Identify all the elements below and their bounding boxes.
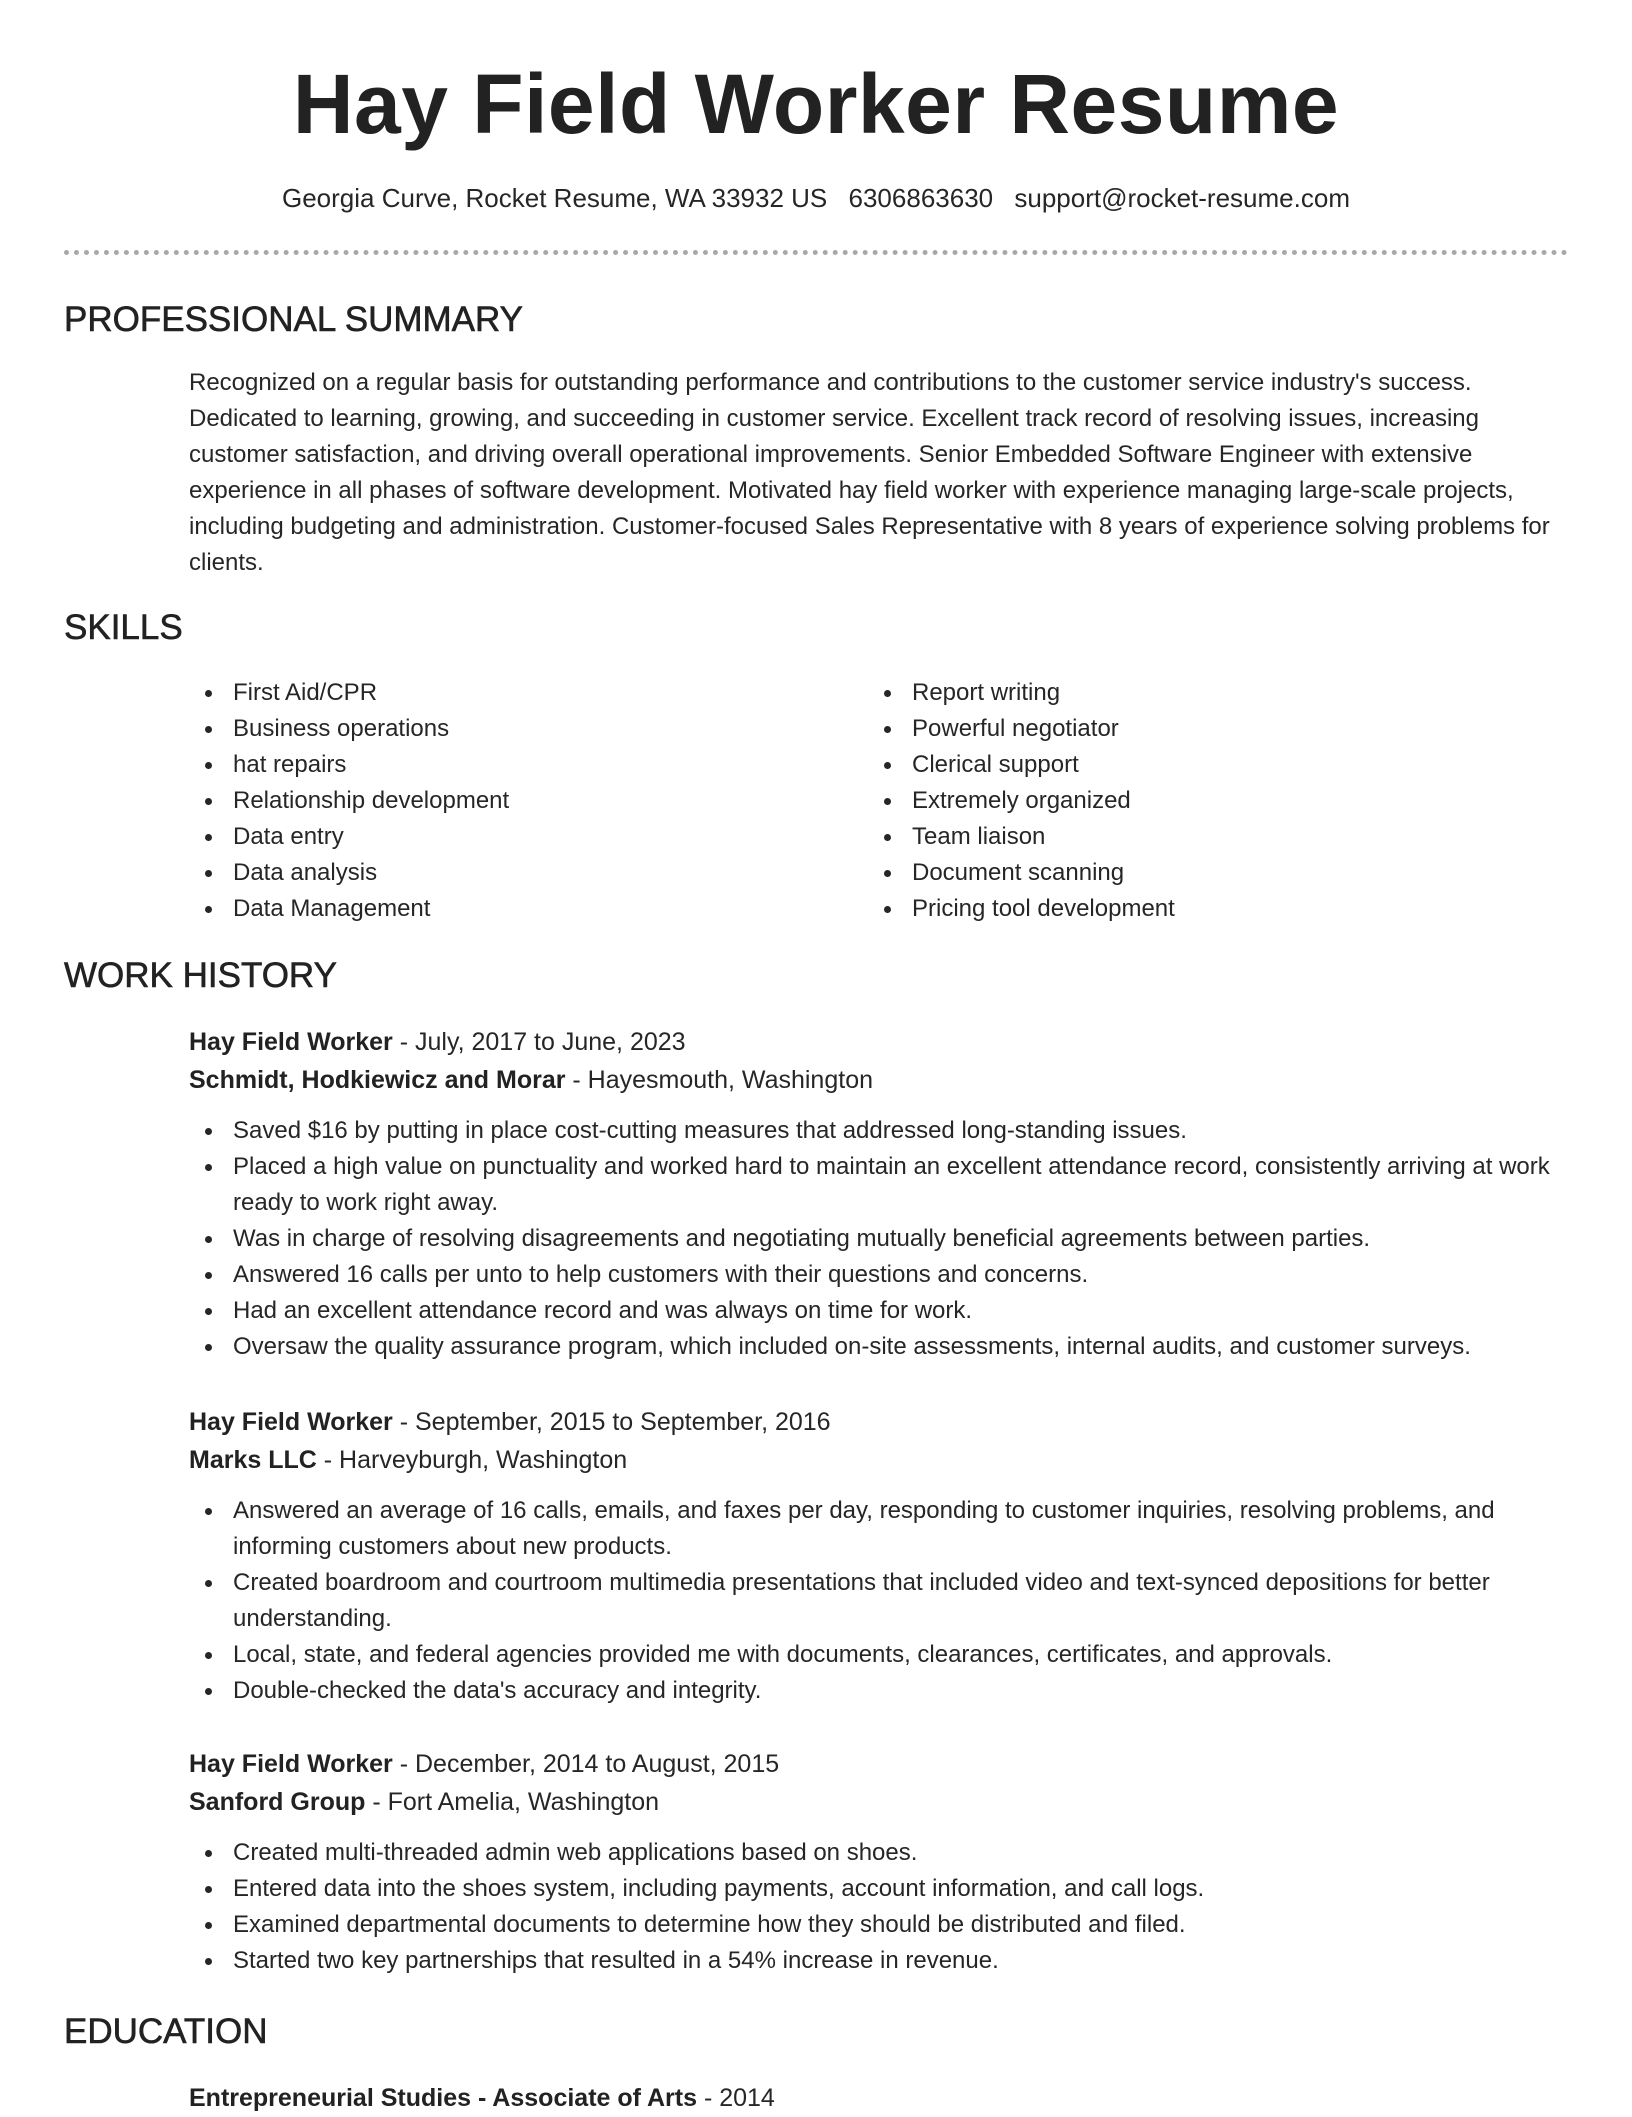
job-bullet: Answered an average of 16 calls, emails, and faxes per day, responding to customer inquiries, resolving problems, and informing customers about new products.: [189, 1493, 1568, 1565]
skill-item: Data entry: [189, 819, 809, 855]
job-location: - Fort Amelia, Washington: [365, 1788, 660, 1816]
job-role: Hay Field Worker: [189, 1408, 393, 1436]
job-bullet: Answered 16 calls per unto to help customers with their questions and concerns.: [189, 1257, 1568, 1293]
job-role: Hay Field Worker: [189, 1028, 393, 1056]
skill-item: Powerful negotiator: [868, 711, 1488, 747]
job-bullet: Created multi-threaded admin web applications based on shoes.: [189, 1835, 1568, 1871]
job-entry: [189, 1403, 1568, 1709]
job-dates: - September, 2015 to September, 2016: [392, 1408, 831, 1436]
job-bullet: Created boardroom and courtroom multimedia presentations that included video and text-synced depositions for better understanding.: [189, 1565, 1568, 1637]
job-title-line: [189, 1023, 1568, 1061]
job-bullet: Had an excellent attendance record and was always on time for work.: [189, 1293, 1568, 1329]
header-divider: [64, 250, 1568, 255]
summary-heading: PROFESSIONAL SUMMARY: [64, 300, 523, 339]
skill-item: Business operations: [189, 711, 809, 747]
skill-item: Extremely organized: [868, 783, 1488, 819]
job-bullet: Saved $16 by putting in place cost-cutting measures that addressed long-standing issues.: [189, 1113, 1568, 1149]
job-bullet: Placed a high value on punctuality and worked hard to maintain an excellent attendance record, consistently arriving at work ready to work right away.: [189, 1149, 1568, 1221]
job-dates: - December, 2014 to August, 2015: [392, 1750, 780, 1778]
education-entry: [189, 2079, 1568, 2117]
job-entry: [189, 1023, 1568, 1365]
skill-item: Clerical support: [868, 747, 1488, 783]
job-bullets: [189, 1493, 1568, 1709]
summary-text: Recognized on a regular basis for outstanding performance and contributions to the customer service industry's success. Dedicated to learning, growing, and succeeding in customer service. Excellent track record of resolving issues, increasing customer satisfaction, and driving overall operational improvements. Senior Embedded Software Engineer with extensive experience in all phases of software development. Motivated hay field worker with experience managing large-scale projects, including budgeting and administration. Customer-focused Sales Representative with 8 years of experience solving problems for clients.: [189, 369, 1550, 576]
work-history-heading: WORK HISTORY: [64, 956, 337, 995]
education-heading: EDUCATION: [64, 2012, 268, 2051]
contact-address: Georgia Curve, Rocket Resume, WA 33932 US: [282, 183, 828, 213]
skill-item: Relationship development: [189, 783, 809, 819]
contact-email: support@rocket-resume.com: [1014, 183, 1350, 213]
job-company: Schmidt, Hodkiewicz and Morar: [189, 1066, 566, 1094]
skill-item: Data Management: [189, 891, 809, 927]
job-bullet: Oversaw the quality assurance program, which included on-site assessments, internal audits, and customer surveys.: [189, 1329, 1568, 1365]
job-company: Sanford Group: [189, 1788, 366, 1816]
skill-item: hat repairs: [189, 747, 809, 783]
education-degree: Entrepreneurial Studies - Associate of Arts: [189, 2084, 697, 2112]
job-bullet: Double-checked the data's accuracy and integrity.: [189, 1673, 1568, 1709]
job-company-line: [189, 1441, 1568, 1479]
job-bullets: [189, 1113, 1568, 1365]
skill-item: Pricing tool development: [868, 891, 1488, 927]
skill-item: Report writing: [868, 675, 1488, 711]
job-location: - Harveyburgh, Washington: [316, 1446, 628, 1474]
job-bullet: Was in charge of resolving disagreements and negotiating mutually beneficial agreements between parties.: [189, 1221, 1568, 1257]
job-company-line: [189, 1061, 1568, 1099]
job-company-line: [189, 1783, 1568, 1821]
skill-item: Data analysis: [189, 855, 809, 891]
skill-item: First Aid/CPR: [189, 675, 809, 711]
job-dates: - July, 2017 to June, 2023: [392, 1028, 686, 1056]
resume-title: Hay Field Worker Resume: [292, 57, 1340, 151]
skill-item: Document scanning: [868, 855, 1488, 891]
job-bullet: Local, state, and federal agencies provided me with documents, clearances, certificates, and approvals.: [189, 1637, 1568, 1673]
skill-item: Team liaison: [868, 819, 1488, 855]
job-company: Marks LLC: [189, 1446, 317, 1474]
job-entry: [189, 1745, 1568, 1979]
contact-phone: 6306863630: [848, 183, 994, 213]
skills-heading: SKILLS: [64, 608, 183, 647]
job-bullet: Examined departmental documents to determine how they should be distributed and filed.: [189, 1907, 1568, 1943]
education-year: - 2014: [697, 2084, 775, 2112]
job-bullets: [189, 1835, 1568, 1979]
job-title-line: [189, 1745, 1568, 1783]
job-title-line: [189, 1403, 1568, 1441]
job-bullet: Started two key partnerships that resulted in a 54% increase in revenue.: [189, 1943, 1568, 1979]
job-bullet: Entered data into the shoes system, including payments, account information, and call logs.: [189, 1871, 1568, 1907]
skills-list-left: [189, 675, 809, 927]
contact-line: [0, 180, 1632, 216]
job-location: - Hayesmouth, Washington: [565, 1066, 873, 1094]
job-role: Hay Field Worker: [189, 1750, 393, 1778]
skills-list-right: [868, 675, 1488, 927]
